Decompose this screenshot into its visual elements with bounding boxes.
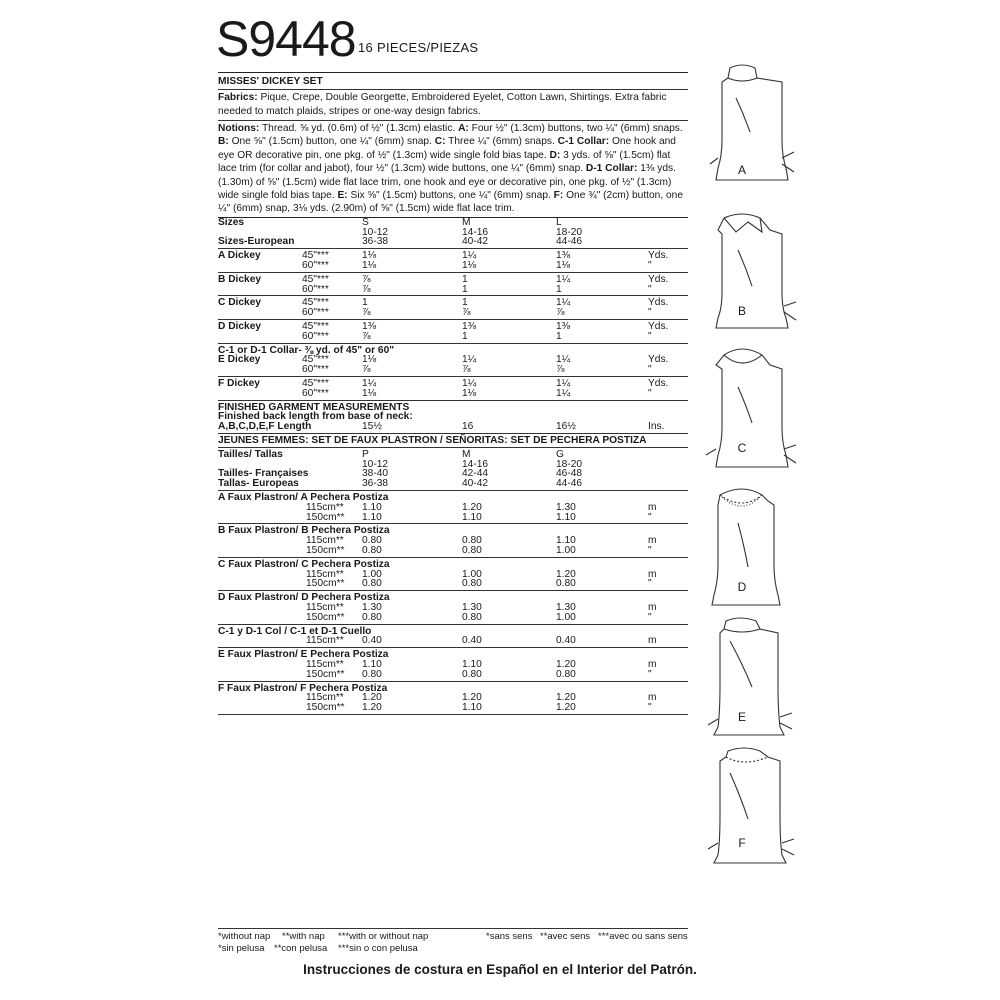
notions-text: Notions: Thread. ⅝ yd. (0.6m) of ½" (1.3cm) elastic. A: Four ½" (1.3cm) buttons, two ¼" (6mm) snaps. B: One ⅝" (1.5cm) button, one ¼" (6mm) snap. C: Three ¼" (6mm) snaps. C-1 Collar: One hook and eye OR decorative pin, one pkg. of ½" (1.3cm) wide single fold bias tape. D: 3 yds. of ⅝" (1.5cm) flat lace trim (for collar and jabot), four ½" (1.3cm) wide buttons, one ¼" (6mm) snap. D-1 Collar: 1⅜ yds. (1.30m) of ⅝" (1.5cm) wide flat lace trim, one hook and eye or decorative pin, one pkg. of ½" (1.3cm) wide single fold bias tape. E: Six ⅝" (1.5cm) buttons, one ¼" (6mm) snap. F: One ¾" (2cm) button, one ¼" (6mm) snap, 3⅛ yds. (2.90m) of ⅝" (1.5cm) wide flat lace trim.	[218, 123, 683, 215]
divider	[218, 624, 688, 625]
yardage-value: 0.80	[462, 611, 482, 623]
view-name: A Dickey	[218, 250, 261, 262]
yardage-value: 1	[556, 283, 562, 295]
table-row	[218, 322, 688, 332]
notions-text-part: One ⅝" (1.5cm) button, one ¼" (6mm) snap.	[228, 136, 435, 148]
unit: Yds.	[648, 378, 669, 389]
fabric-width: 45"***	[302, 321, 329, 333]
table-row	[218, 546, 688, 556]
divider	[218, 433, 688, 434]
yardage-value: 1	[462, 297, 468, 309]
table-cell: G	[556, 448, 564, 460]
yardage-value: 1⅛	[362, 387, 377, 399]
view-name: E Faux Plastron/ E Pechera Postiza	[218, 649, 389, 661]
fabric-width: 115cm**	[306, 501, 344, 513]
fabric-width: 60"***	[302, 307, 329, 319]
divider	[218, 376, 688, 377]
pattern-code: S9448	[216, 11, 356, 67]
yardage-value: ⅞	[462, 364, 471, 376]
yardage-value: 1.00	[556, 611, 576, 623]
divider	[218, 400, 688, 401]
pattern-title: MISSES' DICKEY SET	[218, 76, 323, 87]
yardage-value: 0.80	[556, 668, 576, 680]
table-row	[218, 513, 688, 523]
header	[218, 12, 688, 72]
view-name: D Dickey	[218, 321, 262, 333]
fabric-width: 60"***	[302, 260, 329, 272]
unit: "	[648, 307, 652, 319]
table-row	[218, 436, 688, 446]
collar-yardage: C-1 or D-1 Collar- ⅜ yd. of 45" or 60"	[218, 344, 395, 356]
table-row	[218, 237, 688, 247]
table-row	[218, 285, 688, 295]
footnote-row-en: *without nap **with nap ***with or without nap *sans sens **avec sens ***avec ou sans sens	[218, 931, 688, 942]
table-row	[218, 627, 688, 637]
table-cell: Tallas- Europeas	[218, 478, 299, 490]
unit: "	[648, 578, 652, 590]
table-row	[218, 703, 688, 713]
yardage-value: 0.80	[362, 668, 382, 680]
notions-text-part: 1⅜ yds. (1.30m) of ⅝" (1.5cm) wide flat lace trim, one hook and eye or decorative pin, one pkg. of ½" (1.3cm) wide single fold bias tape.	[218, 163, 676, 202]
notions-text-part: Six ⅝" (1.5cm) buttons, one ¼" (6mm) snap.	[347, 190, 554, 202]
divider	[218, 557, 688, 558]
fabric-width: 150cm**	[306, 668, 345, 680]
divider	[218, 647, 688, 648]
notions-view-label: D-1 Collar:	[585, 163, 638, 175]
yardage-value: 1⅜	[462, 321, 477, 333]
fabric-width: 150cm**	[306, 544, 345, 556]
notions-text-part: Thread. ⅝ yd. (0.6m) of ½" (1.3cm) elastic.	[259, 123, 459, 134]
table-row	[218, 560, 688, 570]
table-row	[218, 218, 688, 228]
unit: "	[648, 668, 652, 680]
length-value: 16	[462, 421, 474, 433]
yardage-value: 1.30	[362, 601, 382, 613]
divider	[218, 319, 688, 320]
size-range: 40-42	[462, 478, 489, 490]
yardage-value: 1⅛	[362, 260, 377, 272]
yardage-value: 1.10	[462, 658, 482, 670]
yardage-value: ⅞	[556, 307, 565, 319]
yardage-value: 1¼	[556, 378, 571, 389]
fabric-width: 45"***	[302, 297, 329, 309]
yardage-value: 0.80	[462, 668, 482, 680]
yardage-value: 1.30	[462, 601, 482, 613]
fabric-width: 115cm**	[306, 568, 344, 580]
unit: "	[648, 611, 652, 623]
finished-title: FINISHED GARMENT MEASUREMENTS	[218, 401, 410, 413]
pattern-back-sheet	[218, 12, 688, 717]
table-row	[218, 298, 688, 308]
yardage-value: 1.00	[362, 568, 382, 580]
yardage-value: 0.80	[462, 544, 482, 556]
divider	[218, 343, 688, 344]
notions-text-part: 3 yds. of ⅝" (1.5cm) flat lace trim (for collar and jabot), four ½" (1.3cm) wide buttons, one ¼" (6mm) snap.	[218, 149, 671, 175]
unit: m	[648, 658, 657, 670]
unit: m	[648, 601, 657, 613]
fabric-width: 150cm**	[306, 611, 345, 623]
view-name: C-1 y D-1 Col / C-1 et D-1 Cuello	[218, 625, 372, 637]
divider	[218, 295, 688, 296]
divider	[218, 490, 688, 491]
yardage-value: 0.80	[362, 535, 382, 547]
view-label-e: E	[737, 710, 746, 724]
yardage-value: 1¼	[362, 378, 377, 389]
dickey-illustrations	[700, 60, 800, 880]
sizes-label: Sizes	[218, 216, 245, 228]
yardage-value: 1.00	[556, 544, 576, 556]
fabric-width: 60"***	[302, 283, 329, 295]
yardage-value: 1.20	[462, 692, 482, 704]
fabrics-text: Fabrics: Pique, Crepe, Double Georgette, Embroidered Eyelet, Cotton Lawn, Shirtings. Extra fabric needed to match plaids, stripes or one-way design fabrics.	[218, 92, 667, 117]
view-name: C Faux Plastron/ C Pechera Postiza	[218, 558, 390, 570]
yardage-value: 1.20	[556, 658, 576, 670]
size-range: 14-16	[462, 458, 489, 470]
yardage-value: 0.80	[462, 535, 482, 547]
unit: m	[648, 501, 657, 513]
unit: Yds.	[648, 321, 669, 333]
yardage-value: 1⅛	[556, 260, 571, 272]
table-cell: P	[362, 448, 369, 460]
footnote-row-es: *sin pelusa **con pelusa ***sin o con pelusa	[218, 943, 418, 954]
yardage-value: 1.10	[462, 511, 482, 523]
fabric-width: 150cm**	[306, 578, 345, 590]
unit: "	[648, 387, 652, 399]
size-range: 36-38	[362, 478, 389, 490]
euro-sizes-label: Sizes-European	[218, 236, 295, 248]
divider	[218, 447, 688, 448]
view-name: B Dickey	[218, 273, 262, 285]
fabric-width: 115cm**	[306, 692, 344, 704]
table-row	[218, 493, 688, 503]
size-range: 44-46	[556, 236, 583, 248]
size-range: 42-44	[462, 468, 489, 480]
fabric-width: 115cm**	[306, 601, 344, 613]
fabric-width: 45"***	[302, 273, 329, 285]
fabric-width: 150cm**	[306, 702, 345, 714]
unit: Yds.	[648, 273, 669, 285]
yardage-value: 0.40	[362, 635, 382, 647]
yardage-value: 1.10	[556, 511, 576, 523]
fabric-width: 60"***	[302, 364, 329, 376]
yardage-value: 1⅜	[556, 321, 571, 333]
table-row	[218, 450, 688, 460]
notions-view-label: C-1 Collar:	[557, 136, 610, 148]
yardage-value: 0.40	[556, 635, 576, 647]
yardage-value: 0.80	[362, 578, 382, 590]
yardage-table	[218, 218, 688, 715]
table-row	[218, 503, 688, 513]
fabric-width: 115cm**	[306, 535, 344, 547]
yardage-value: ⅞	[362, 273, 371, 285]
yardage-value: ⅞	[462, 307, 471, 319]
view-label-b: B	[737, 304, 746, 318]
size-range: 38-40	[362, 468, 389, 480]
yardage-value: 0.80	[462, 578, 482, 590]
notions-text-part: One hook and eye OR decorative pin, one pkg. of ½" (1.3cm) wide single fold bias tape.	[218, 136, 676, 161]
yardage-value: 1.20	[462, 501, 482, 513]
yardage-value: 1⅛	[462, 260, 477, 272]
unit: "	[648, 511, 652, 523]
table-cell: L	[556, 216, 562, 228]
divider	[218, 681, 688, 682]
unit: m	[648, 635, 657, 647]
table-row	[218, 379, 688, 389]
yardage-value: 1.20	[556, 702, 576, 714]
notions-view-label: D:	[549, 149, 561, 161]
spanish-instructions-note: Instrucciones de costura en Español en el Interior del Patrón.	[303, 962, 697, 977]
table-row	[218, 613, 688, 623]
footnotes	[218, 928, 688, 962]
fabric-width: 60"***	[302, 330, 329, 342]
table-row	[218, 346, 688, 356]
yardage-value: 1.30	[556, 501, 576, 513]
yardage-value: 1⅛	[362, 250, 377, 262]
view-label-d: D	[737, 580, 747, 594]
view-sketches	[700, 60, 800, 880]
notions-text-part: Three ¼" (6mm) snaps.	[445, 136, 558, 148]
size-range: 10-12	[362, 458, 389, 470]
yardage-value: 0.80	[362, 611, 382, 623]
fabric-width: 60"***	[302, 387, 329, 399]
unit: m	[648, 568, 657, 580]
table-row	[218, 355, 688, 365]
table-row	[218, 570, 688, 580]
notions-text-part: Four ½" (1.3cm) buttons, two ¼" (6mm) snaps.	[468, 123, 683, 134]
yardage-value: ⅞	[362, 330, 371, 342]
unit: "	[648, 544, 652, 556]
size-range: 36-38	[362, 236, 389, 248]
length-value: 15½	[362, 421, 382, 433]
pieces-count: 16 PIECES/PIEZAS	[358, 40, 479, 55]
yardage-value: 1	[362, 297, 368, 309]
table-row	[218, 526, 688, 536]
length-label: A,B,C,D,E,F Length	[218, 421, 312, 433]
notions-text-part: One ¾" (2cm) button, one ¼" (6mm) snap, 3⅛ yds. (2.90m) of ⅝" (1.5cm) wide flat lace trim.	[218, 190, 683, 215]
yardage-value: 1.20	[362, 702, 382, 714]
yardage-value: 1.30	[556, 601, 576, 613]
table-row	[218, 650, 688, 660]
unit: Yds.	[648, 297, 669, 309]
table-row	[218, 603, 688, 613]
yardage-value: 1.20	[556, 568, 576, 580]
size-range: 18-20	[556, 458, 583, 470]
view-label-f: F	[738, 836, 746, 850]
yardage-value: 1¼	[462, 378, 477, 389]
view-name: D Faux Plastron/ D Pechera Postiza	[218, 592, 390, 604]
unit: "	[648, 702, 652, 714]
fabric-width: 45"***	[302, 250, 329, 262]
notions-view-label: E:	[337, 190, 348, 202]
yardage-value: 1⅜	[362, 321, 377, 333]
yardage-value: 1.20	[362, 692, 382, 704]
table-cell: Tailles- Françaises	[218, 468, 309, 480]
table-row	[218, 251, 688, 261]
yardage-value: 1⅜	[556, 250, 571, 262]
yardage-value: 1.20	[556, 692, 576, 704]
yardage-value: 1	[556, 330, 562, 342]
unit: "	[648, 330, 652, 342]
size-range: 46-48	[556, 468, 583, 480]
unit: m	[648, 535, 657, 547]
unit: "	[648, 260, 652, 272]
yardage-value: 1¼	[462, 354, 477, 366]
yardage-value: 1	[462, 273, 468, 285]
divider	[218, 590, 688, 591]
yardage-value: 1¼	[556, 273, 571, 285]
unit: Yds.	[648, 354, 669, 366]
yardage-value: 1.10	[362, 511, 382, 523]
table-row	[218, 389, 688, 399]
view-name: B Faux Plastron/ B Pechera Postiza	[218, 525, 390, 537]
unit: Yds.	[648, 250, 669, 262]
yardage-value: ⅞	[362, 307, 371, 319]
view-label-a: A	[737, 163, 746, 177]
table-row	[218, 275, 688, 285]
sizes-label: Tailles/ Tallas	[218, 448, 283, 460]
yardage-value: 0.80	[556, 578, 576, 590]
table-row	[218, 684, 688, 694]
yardage-value: 1¼	[462, 250, 477, 262]
table-row	[218, 308, 688, 318]
yardage-value: 1	[462, 283, 468, 295]
table-row	[218, 261, 688, 271]
unit: Ins.	[648, 421, 665, 433]
table-row	[218, 422, 688, 432]
view-name: F Faux Plastron/ F Pechera Postiza	[218, 682, 388, 694]
divider	[218, 523, 688, 524]
yardage-value: 1¼	[556, 297, 571, 309]
length-value: 16½	[556, 421, 576, 433]
size-range: 18-20	[556, 226, 583, 238]
notions-view-label: C:	[434, 136, 446, 148]
view-name: F Dickey	[218, 378, 260, 389]
notions-view-label: B:	[218, 136, 229, 148]
yardage-value: 1¼	[556, 354, 571, 366]
divider	[218, 248, 688, 249]
spanish-title: JEUNES FEMMES: SET DE FAUX PLASTRON / SEÑORITAS: SET DE PECHERA POSTIZA	[218, 434, 647, 446]
fabric-width: 45"***	[302, 378, 329, 389]
table-row	[218, 365, 688, 375]
yardage-value: 1¼	[556, 387, 571, 399]
unit: m	[648, 692, 657, 704]
unit: "	[648, 283, 652, 295]
yardage-value: 1.10	[362, 501, 382, 513]
yardage-value: ⅞	[556, 364, 565, 376]
table-row	[218, 479, 688, 489]
table-cell: S	[362, 216, 369, 228]
table-row	[218, 660, 688, 670]
fabric-width: 115cm**	[306, 658, 344, 670]
table-row	[218, 593, 688, 603]
yardage-value: 0.80	[362, 544, 382, 556]
size-range: 40-42	[462, 236, 489, 248]
table-row	[218, 536, 688, 546]
size-range: 14-16	[462, 226, 489, 238]
fabric-width: 150cm**	[306, 511, 345, 523]
table-cell: M	[462, 448, 471, 460]
yardage-value: 1⅛	[462, 387, 477, 399]
yardage-value: 1.00	[462, 568, 482, 580]
notions-view-label: A:	[458, 123, 469, 134]
fabric-width: 45"***	[302, 354, 329, 366]
yardage-value: ⅞	[362, 364, 371, 376]
view-name: A Faux Plastron/ A Pechera Postiza	[218, 491, 389, 503]
view-label-c: C	[737, 441, 747, 455]
view-name: E Dickey	[218, 354, 261, 366]
divider	[218, 272, 688, 273]
yardage-value: ⅞	[362, 283, 371, 295]
table-row	[218, 332, 688, 342]
table-row	[218, 693, 688, 703]
yardage-value: 1.10	[462, 702, 482, 714]
notions-view-label: F:	[553, 190, 564, 202]
fabric-width: 115cm**	[306, 635, 344, 647]
table-row	[218, 579, 688, 589]
divider	[218, 714, 688, 715]
size-range: 10-12	[362, 226, 389, 238]
yardage-value: 1	[462, 330, 468, 342]
unit: "	[648, 364, 652, 376]
yardage-value: 1⅛	[362, 354, 377, 366]
yardage-value: 1.10	[362, 658, 382, 670]
finished-sub: Finished back length from base of neck:	[218, 411, 413, 423]
table-cell: M	[462, 216, 471, 228]
size-range: 44-46	[556, 478, 583, 490]
table-row	[218, 636, 688, 646]
table-row	[218, 670, 688, 680]
view-name: C Dickey	[218, 297, 262, 309]
yardage-value: 1.10	[556, 535, 576, 547]
yardage-value: 0.40	[462, 635, 482, 647]
